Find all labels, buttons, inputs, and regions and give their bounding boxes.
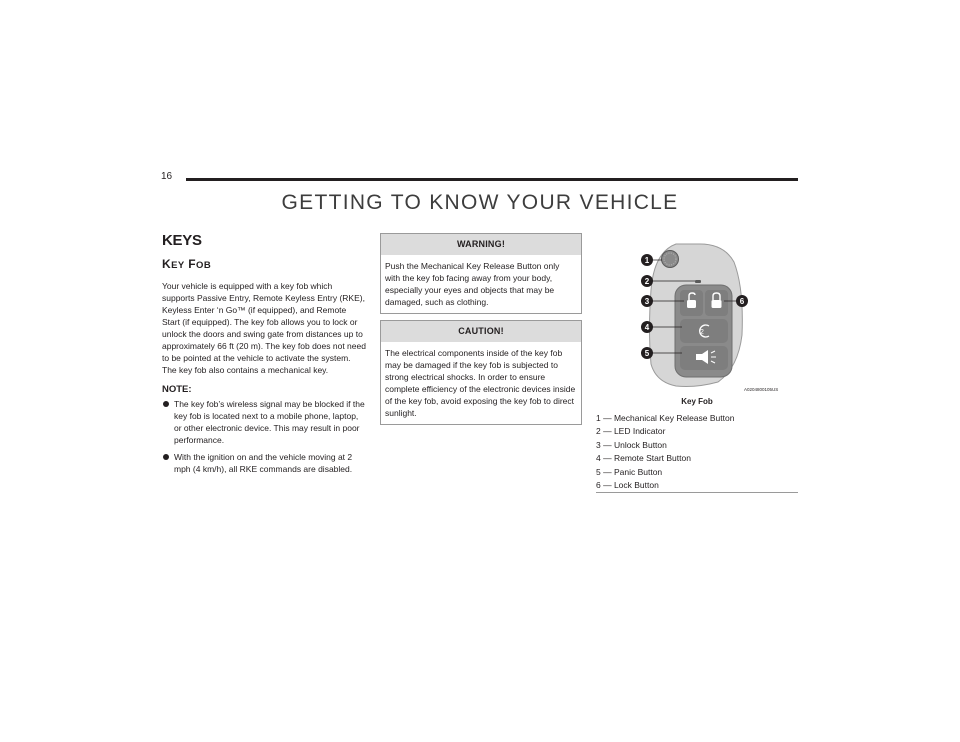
figure-caption: Key Fob — [681, 397, 713, 406]
note-list — [162, 398, 366, 475]
section-title: KEYS — [162, 232, 202, 249]
figure-code: A0204800105US — [744, 387, 779, 392]
legend-item: 6 — Lock Button — [596, 479, 659, 490]
key-fob-figure — [596, 240, 798, 390]
legend-item: 2 — LED Indicator — [596, 426, 666, 437]
keys-column — [162, 232, 366, 480]
unlock-button — [680, 290, 703, 316]
warning-header: WARNING! — [381, 234, 581, 255]
callout-5-label: 5 — [644, 349, 650, 358]
svg-text:2: 2 — [700, 329, 704, 336]
callout-6 — [736, 295, 748, 307]
caution-text: The electrical components inside of the key fob may be damaged if the key fob is subjected to strong electrical shocks. In order to ensure complete efficiency of the electronic devices inside of the key fob, avoid exposing the key fob to direct sunlight. — [385, 348, 576, 418]
subsection-title-part: F — [184, 257, 197, 271]
led-indicator — [695, 280, 701, 283]
key-fob-illustration — [596, 240, 798, 390]
bullet-icon — [163, 454, 169, 460]
list-item — [162, 451, 366, 475]
callout-2 — [641, 275, 653, 287]
bullet-icon — [163, 401, 169, 407]
warning-box — [380, 233, 582, 314]
subsection-title-part: EY — [171, 260, 185, 271]
callout-4 — [641, 321, 653, 333]
intro-paragraph: Your vehicle is equipped with a key fob which supports Passive Entry, Remote Keyless Entry (RKE), Keyless Enter ‘n Go™ (if equipped), and Remote Start (if equipped). The key fob allows you to lock or unlock the doors and swing gate from distances up to approximately 66 ft (20 m). The key fob does not need to be pointed at the vehicle to activate the system. The key fob also contains a mechanical key. — [162, 281, 366, 375]
caution-header: CAUTION! — [381, 321, 581, 342]
callout-4-label: 4 — [644, 323, 650, 332]
callout-6-label: 6 — [739, 297, 745, 306]
header-rule — [186, 178, 798, 181]
remote-start-button — [680, 319, 728, 343]
legend-item: 1 — Mechanical Key Release Button — [596, 413, 735, 423]
callout-1-label: 1 — [644, 256, 650, 265]
list-item — [162, 398, 366, 446]
mechanical-release-button — [662, 251, 679, 268]
subsection-title — [162, 257, 366, 271]
chapter-title: GETTING TO KNOW YOUR VEHICLE — [281, 191, 679, 214]
caution-box — [380, 320, 582, 425]
legend-item: 5 — Panic Button — [596, 466, 663, 477]
callout-3-label: 3 — [644, 297, 650, 306]
callout-3 — [641, 295, 653, 307]
panic-button — [680, 346, 728, 370]
legend-item: 4 — Remote Start Button — [596, 453, 691, 464]
note-text: With the ignition on and the vehicle moving at 2 mph (4 km/h), all RKE commands are disabled. — [174, 452, 353, 474]
warning-text: Push the Mechanical Key Release Button only with the key fob facing away from your body, especially your eyes and objects that may be damaged, such as clothing. — [385, 261, 560, 307]
callout-2-label: 2 — [644, 277, 650, 286]
subsection-title-part: OB — [196, 260, 212, 271]
legend-item: 3 — Unlock Button — [596, 439, 667, 450]
figure-legend — [596, 412, 798, 493]
callout-1 — [641, 254, 653, 266]
note-label: NOTE: — [162, 384, 192, 395]
lock-button — [705, 290, 728, 316]
subsection-title-part: K — [162, 257, 172, 271]
callout-5 — [641, 347, 653, 359]
note-text: The key fob’s wireless signal may be blocked if the key fob is located next to a mobile phone, laptop, or other electronic device. This may result in poor performance. — [174, 399, 365, 445]
page-number: 16 — [161, 171, 173, 182]
